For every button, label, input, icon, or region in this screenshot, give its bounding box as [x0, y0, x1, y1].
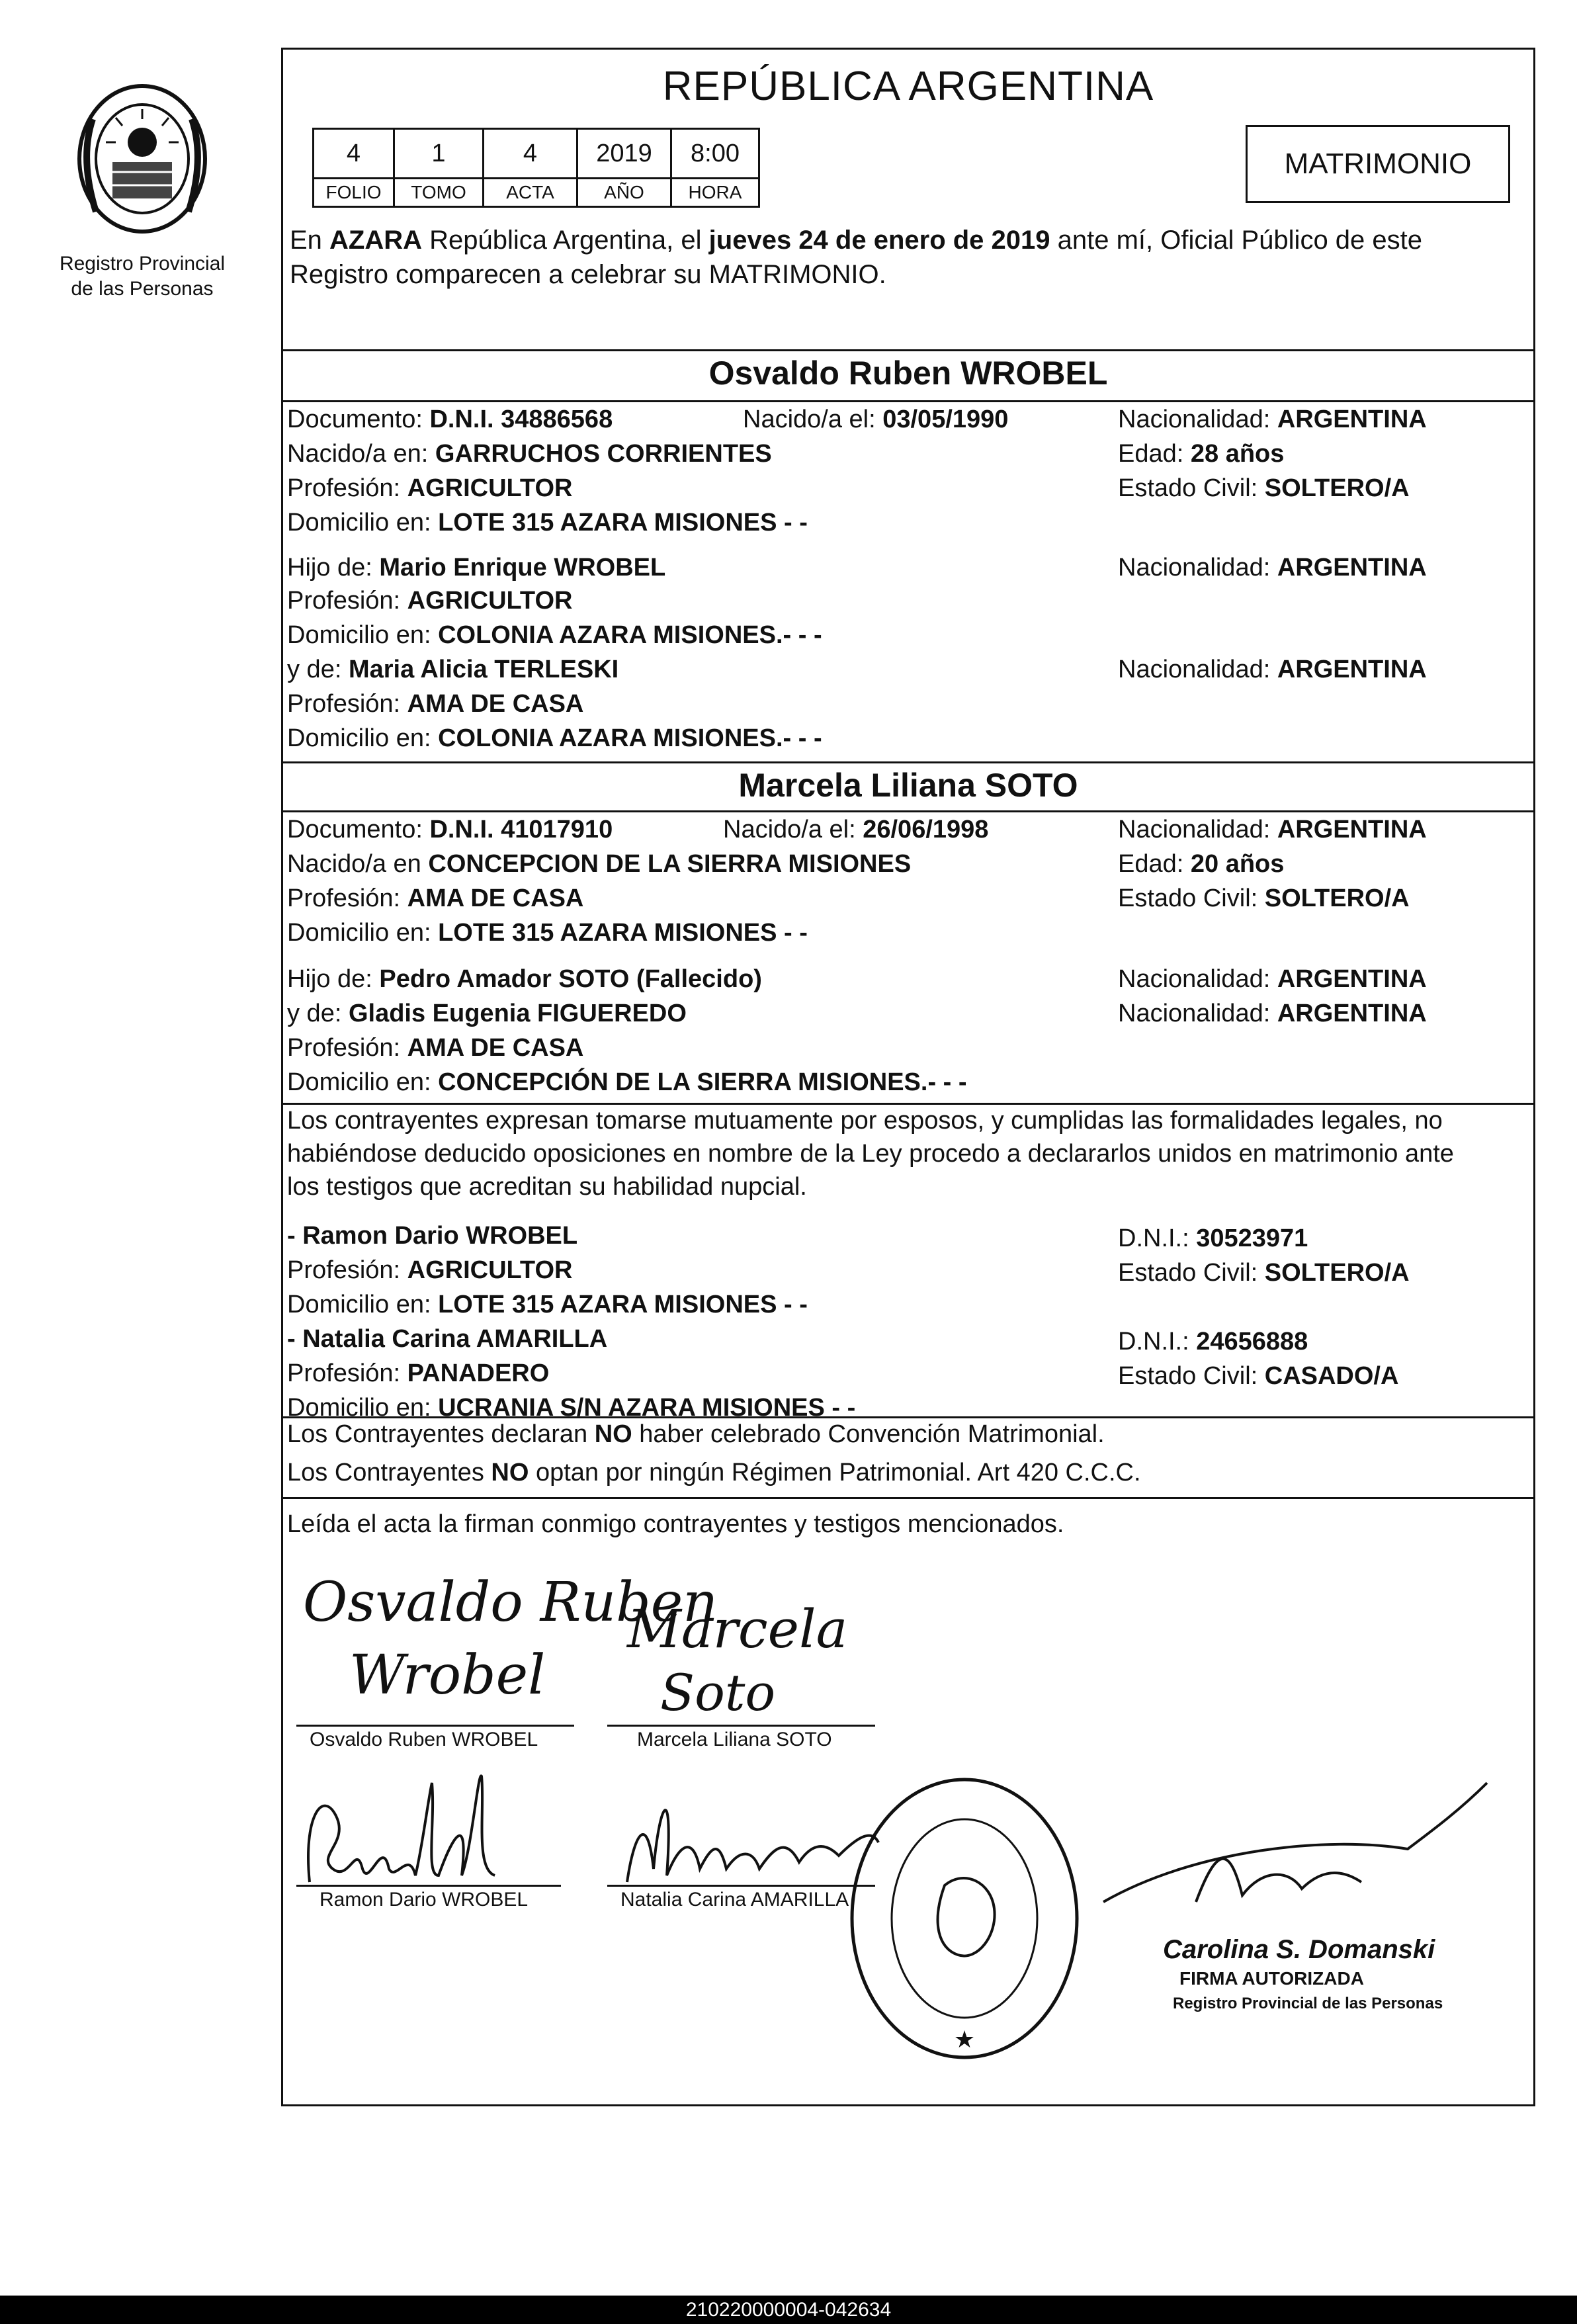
- signature-line: [607, 1885, 875, 1887]
- divider: [283, 810, 1533, 812]
- handwriting-line1: Osvaldo Ruben: [303, 1571, 718, 1634]
- divider: [283, 761, 1533, 763]
- intro-place: AZARA: [329, 226, 423, 255]
- spouse2-document: Documento: D.N.I. 41017910: [287, 816, 613, 843]
- signature-marcela-icon: [614, 1591, 878, 1730]
- divider: [283, 1103, 1533, 1105]
- spouse1-mother: y de: Maria Alicia TERLESKI: [287, 656, 619, 683]
- spouse1-father-address: Domicilio en: COLONIA AZARA MISIONES.- - -: [287, 621, 822, 649]
- spouse2-birthdate: Nacido/a el: 26/06/1998: [723, 816, 989, 843]
- signature-ramon-icon: [296, 1717, 561, 1889]
- divider: [283, 1497, 1533, 1499]
- witness1-civil-status: Estado Civil: SOLTERO/A: [1118, 1259, 1410, 1287]
- spouse2-civil-status: Estado Civil: SOLTERO/A: [1118, 884, 1410, 912]
- spouse2-mother-nationality: Nacionalidad: ARGENTINA: [1118, 1000, 1427, 1027]
- witness2-address: Domicilio en: UCRANIA S/N AZARA MISIONES - -: [287, 1394, 856, 1422]
- spouse1-mother-nationality: Nacionalidad: ARGENTINA: [1118, 656, 1427, 683]
- official-role: FIRMA AUTORIZADA: [1179, 1968, 1364, 1989]
- witness2-name: - Natalia Carina AMARILLA: [287, 1325, 608, 1353]
- declaration-line3: los testigos que acreditan su habilidad nupcial.: [287, 1173, 807, 1201]
- signature-caption-natalia: Natalia Carina AMARILLA: [620, 1889, 849, 1911]
- witness1-profession: Profesión: AGRICULTOR: [287, 1256, 573, 1284]
- spouse2-profession: Profesión: AMA DE CASA: [287, 884, 584, 912]
- acta-label: ACTA: [484, 179, 577, 207]
- spouse2-mother-profession: Profesión: AMA DE CASA: [287, 1034, 584, 1062]
- spouse2-birthplace: Nacido/a en CONCEPCION DE LA SIERRA MISIONES: [287, 850, 912, 878]
- spouse2-mother-address: Domicilio en: CONCEPCIÓN DE LA SIERRA MISIONES.- - -: [287, 1068, 967, 1096]
- signature-line: [607, 1725, 875, 1727]
- spouse2-father: Hijo de: Pedro Amador SOTO (Fallecido): [287, 965, 762, 993]
- intro-paragraph: En AZARA República Argentina, el jueves 24 de enero de 2019 ante mí, Oficial Público de este Registro comparecen a celebrar su MATRIMONIO.: [290, 226, 1423, 289]
- anio-label: AÑO: [577, 179, 671, 207]
- registry-caption-line1: Registro Provincial: [59, 253, 226, 275]
- spouse1-name: Osvaldo Ruben WROBEL: [708, 355, 1108, 392]
- spouse1-birthdate: Nacido/a el: 03/05/1990: [743, 406, 1009, 433]
- spouse1-mother-address: Domicilio en: COLONIA AZARA MISIONES.- - -: [287, 724, 822, 752]
- tomo-label: TOMO: [394, 179, 484, 207]
- spouse2-mother: y de: Gladis Eugenia FIGUEREDO: [287, 1000, 687, 1027]
- witness2-dni: D.N.I.: 24656888: [1118, 1328, 1308, 1356]
- document-title: REPÚBLICA ARGENTINA: [662, 64, 1154, 109]
- witness1-name: - Ramon Dario WROBEL: [287, 1222, 578, 1250]
- convention-statement: Los Contrayentes declaran NO haber celebrado Convención Matrimonial.: [287, 1420, 1105, 1448]
- divider: [283, 1416, 1533, 1418]
- spouse2-father-nationality: Nacionalidad: ARGENTINA: [1118, 965, 1427, 993]
- signature-line: [296, 1885, 561, 1887]
- signing-statement: Leída el acta la firman conmigo contrayentes y testigos mencionados.: [287, 1510, 1064, 1538]
- act-type-box: MATRIMONIO: [1246, 125, 1510, 203]
- spouse1-address: Domicilio en: LOTE 315 AZARA MISIONES - -: [287, 509, 808, 537]
- witness1-dni: D.N.I.: 30523971: [1118, 1225, 1308, 1252]
- divider: [283, 349, 1533, 351]
- intro-date: jueves 24 de enero de 2019: [708, 226, 1050, 255]
- official-signature-icon: [1064, 1770, 1527, 1922]
- spouse1-profession: Profesión: AGRICULTOR: [287, 474, 573, 502]
- hora-value: 8:00: [671, 129, 759, 179]
- declaration-line1: Los contrayentes expresan tomarse mutuamente por esposos, y cumplidas las formalidades legales, no: [287, 1107, 1443, 1135]
- spouse1-civil-status: Estado Civil: SOLTERO/A: [1118, 474, 1410, 502]
- act-frame: [281, 48, 1535, 2106]
- handwriting-line4: Soto: [660, 1663, 776, 1722]
- handwriting-line2: Wrobel: [349, 1644, 546, 1707]
- registry-reference-table: [312, 128, 760, 208]
- official-stamp-icon: [839, 1770, 1090, 2067]
- spouse2-age: Edad: 20 años: [1118, 850, 1285, 878]
- spouse1-document: Documento: D.N.I. 34886568: [287, 406, 613, 433]
- spouse1-father-nationality: Nacionalidad: ARGENTINA: [1118, 554, 1427, 581]
- spouse1-father: Hijo de: Mario Enrique WROBEL: [287, 554, 666, 581]
- signature-caption-osvaldo: Osvaldo Ruben WROBEL: [310, 1729, 538, 1750]
- spouse1-age: Edad: 28 años: [1118, 440, 1285, 468]
- spouse2-nationality: Nacionalidad: ARGENTINA: [1118, 816, 1427, 843]
- signature-caption-ramon: Ramon Dario WROBEL: [320, 1889, 529, 1911]
- anio-value: 2019: [577, 129, 671, 179]
- province-seal-icon: [66, 79, 218, 245]
- registry-caption-line2: de las Personas: [71, 278, 214, 300]
- registry-logo: [56, 79, 228, 302]
- signature-caption-marcela: Marcela Liliana SOTO: [637, 1729, 832, 1750]
- acta-value: 4: [484, 129, 577, 179]
- spouse1-mother-profession: Profesión: AMA DE CASA: [287, 690, 584, 718]
- hora-label: HORA: [671, 179, 759, 207]
- witness1-address: Domicilio en: LOTE 315 AZARA MISIONES - -: [287, 1291, 808, 1318]
- official-name: Carolina S. Domanski: [1163, 1935, 1435, 1964]
- spouse1-nationality: Nacionalidad: ARGENTINA: [1118, 406, 1427, 433]
- folio-value: 4: [314, 129, 394, 179]
- svg-text:★: ★: [953, 2026, 976, 2053]
- patrimonial-regime-statement: Los Contrayentes NO optan por ningún Régimen Patrimonial. Art 420 C.C.C.: [287, 1459, 1141, 1486]
- declaration-line2: habiéndose deducido oposiciones en nombre de la Ley procedo a declararlos unidos en matrimonio ante: [287, 1140, 1454, 1168]
- document-barcode-code: 210220000004-042634: [0, 2296, 1577, 2324]
- folio-label: FOLIO: [314, 179, 394, 207]
- tomo-value: 1: [394, 129, 484, 179]
- official-registry: Registro Provincial de las Personas: [1173, 1995, 1443, 2012]
- witness2-civil-status: Estado Civil: CASADO/A: [1118, 1362, 1399, 1390]
- divider: [283, 400, 1533, 402]
- spouse2-address: Domicilio en: LOTE 315 AZARA MISIONES - -: [287, 919, 808, 947]
- witness2-profession: Profesión: PANADERO: [287, 1359, 550, 1387]
- handwriting-line3: Marcela: [627, 1598, 848, 1660]
- spouse2-name: Marcela Liliana SOTO: [738, 767, 1078, 804]
- spouse1-father-profession: Profesión: AGRICULTOR: [287, 587, 573, 615]
- spouse1-birthplace: Nacido/a en: GARRUCHOS CORRIENTES: [287, 440, 772, 468]
